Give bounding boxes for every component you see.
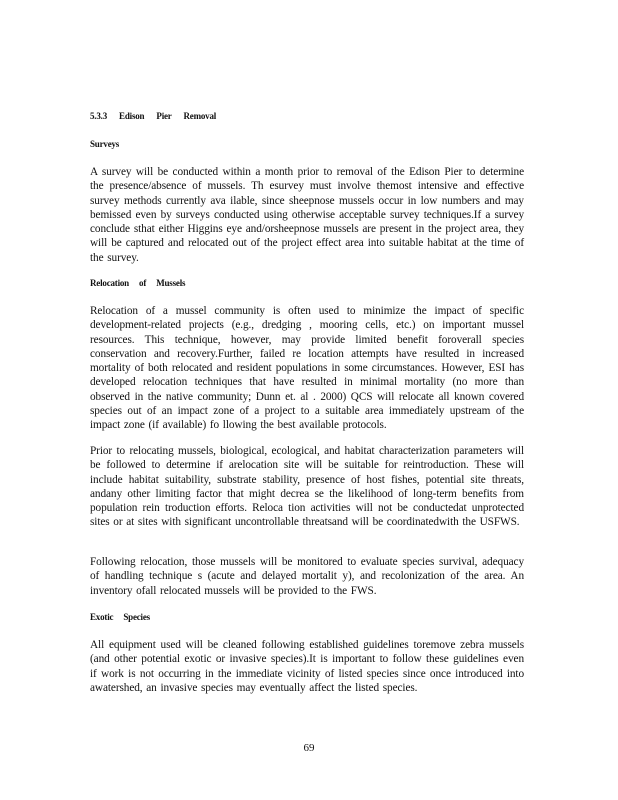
exotic-species-paragraph: All equipment used will be cleaned following established guidelines toremove zebra mussels (and other potential exotic or invasive species).It is important to follow these guidelines even if work is not occurring in the immediate vicinity of listed species since once introduced into awatershed, an invasive species may eventually affect the listed species.: [90, 639, 524, 694]
relocation-heading: Relocation of Mussels: [90, 278, 186, 288]
surveys-paragraph: A survey will be conducted within a month prior to removal of the Edison Pier to determine the presence/absence of mussels. Th esurvey must involve themost intensive and effective survey methods currently ava ilable, since sheepnose mussels occur in low numbers and may bemissed even by surveys conducted using otherwise acceptable survey techniques.If a survey conclude sthat either Higgins eye and/orsheepnose mussels are present in the project area, they will be captured and relocated out of the project effect area into suitable habitat at the time of the survey.: [90, 166, 524, 264]
relocation-paragraph-3: Following relocation, those mussels will be monitored to evaluate species survival, adequacy of handling technique s (acute and delayed mortalit y), and recolonization of the area. An inventory ofall relocated mussels will be provided to the FWS.: [90, 556, 524, 597]
section-heading: 5.3.3 Edison Pier Removal: [90, 111, 217, 121]
page-number: 69: [303, 742, 315, 754]
relocation-paragraph-2: Prior to relocating mussels, biological, ecological, and habitat characterization parameters will be followed to determine if arelocation site will be suitable for reintroduction. These will include habitat suitability, substrate stability, presence of host fishes, potential site threats, andany other limiting factor that might decrea se the likelihood of long-term benefits from population rein troduction efforts. Reloca tion activities will not be conductedat unprotected sites or at sites with significant uncontrollable threatsand will be coordinatedwith the USFWS.: [90, 445, 524, 529]
exotic-species-heading: Exotic Species: [90, 612, 150, 622]
relocation-paragraph-1: Relocation of a mussel community is often used to minimize the impact of specific development-related projects (e.g., dredging , mooring cells, etc.) on important mussel resources. This technique, however, may provide limited benefit foroverall species conservation and recovery.Further, failed re location attempts have resulted in increased mortality of both relocated and resident populations in some circumstances. However, ESI has developed relocation techniques that have resulted in minimal mortality (no more than observed in the native community; Dunn et. al . 2000) QCS will relocate all known covered species out of an impact zone of a project to a suitable area immediately upstream of the impact zone (if available) fo llowing the best available protocols.: [90, 305, 524, 432]
surveys-heading: Surveys: [90, 139, 120, 149]
